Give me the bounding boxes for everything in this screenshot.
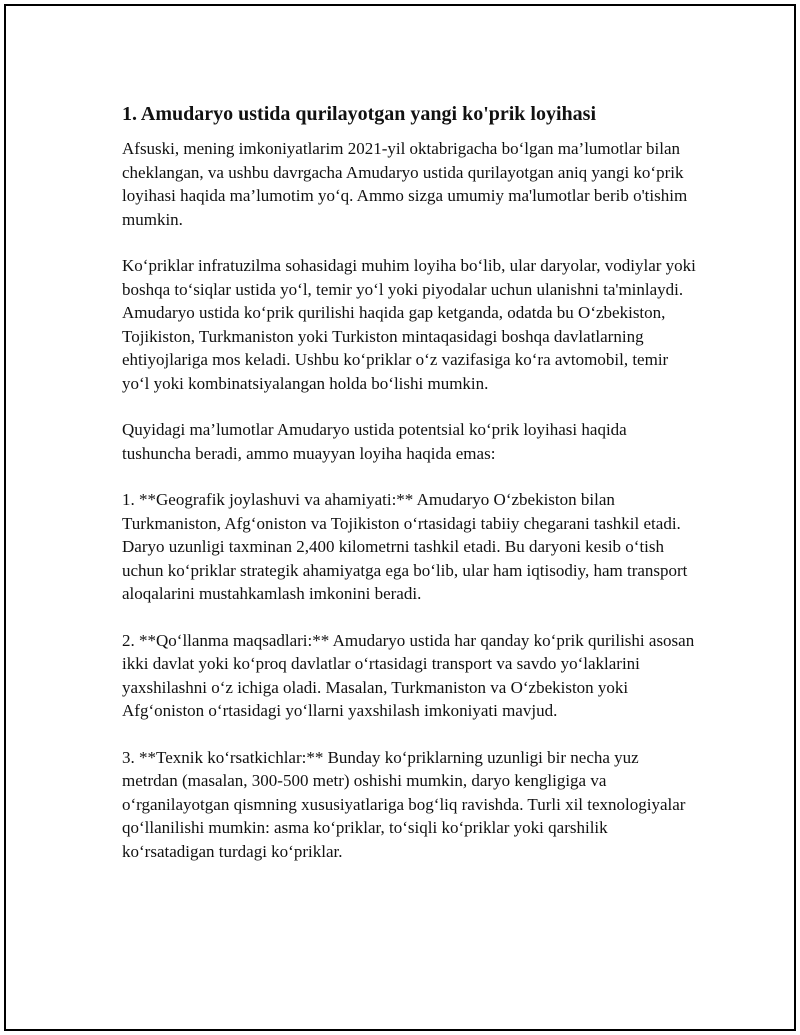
lead-in-paragraph: Quyidagi ma’lumotlar Amudaryo ustida potentsial ko‘prik loyihasi haqida tushuncha beradi, ammo muayyan loyiha haqida emas: [122,420,627,463]
intro-paragraph: Afsuski, mening imkoniyatlarim 2021-yil oktabrigacha bo‘lgan ma’lumotlar bilan cheklangan, va ushbu davrgacha Amudaryo ustida qurilayotgan aniq yangi ko‘prik loyihasi haqida ma’lumotim yo‘q. Ammo sizga umumiy ma'lumotlar berib o'tishim mumkin. [122,139,688,229]
list-item-purposes: 2. **Qo‘llanma maqsadlari:** Amudaryo ustida har qanday ko‘prik qurilishi asosan ikki davlat yoki ko‘proq davlatlar o‘rtasidagi transport va savdo yo‘laklarini yaxshilashni o‘z ichiga oladi. Masalan, Turkmaniston va O‘zbekiston yoki Afg‘oniston o‘rtasidagi yo‘llarni yaxshilash imkoniyati mavjud. [122,630,695,720]
document-title: 1. Amudaryo ustida qurilayotgan yangi ko'prik loyihasi [122,103,597,125]
page-frame [4,4,796,1031]
list-item-technical: 3. **Texnik ko‘rsatkichlar:** Bunday ko‘priklarning uzunligi bir necha yuz metrdan (masalan, 300-500 metr) oshishi mumkin, daryo kengligiga va o‘rganilayotgan qismning xususiyatlariga bog‘liq ravishda. Turli xil texnologiyalar qo‘llanilishi mumkin: asma ko‘priklar, to‘siqli ko‘priklar yoki qarshilik ko‘rsatadigan turdagi ko‘priklar. [122,747,686,861]
document-body [122,101,697,886]
bridges-overview-paragraph: Ko‘priklar infratuzilma sohasidagi muhim loyiha bo‘lib, ular daryolar, vodiylar yoki boshqa to‘siqlar ustida yo‘l, temir yo‘l yoki piyodalar uchun ulanishni ta'minlaydi. Amudaryo ustida ko‘prik qurilishi haqida gap ketganda, odatda bu O‘zbekiston, Tojikiston, Turkmaniston yoki Turkiston mintaqasidagi boshqa davlatlarning ehtiyojlariga mos keladi. Ushbu ko‘priklar o‘z vazifasiga ko‘ra avtomobil, temir yo‘l yoki kombinatsiyalangan holda bo‘lishi mumkin. [122,256,696,393]
list-item-geography: 1. **Geografik joylashuvi va ahamiyati:** Amudaryo O‘zbekiston bilan Turkmaniston, Afg‘oniston va Tojikiston o‘rtasidagi tabiiy chegarani tashkil etadi. Daryo uzunligi taxminan 2,400 kilometrni tashkil etadi. Bu daryoni kesib o‘tish uchun ko‘priklar strategik ahamiyatga ega bo‘lib, ular ham iqtisodiy, ham transport aloqalarini mustahkamlash imkonini beradi. [122,490,688,603]
